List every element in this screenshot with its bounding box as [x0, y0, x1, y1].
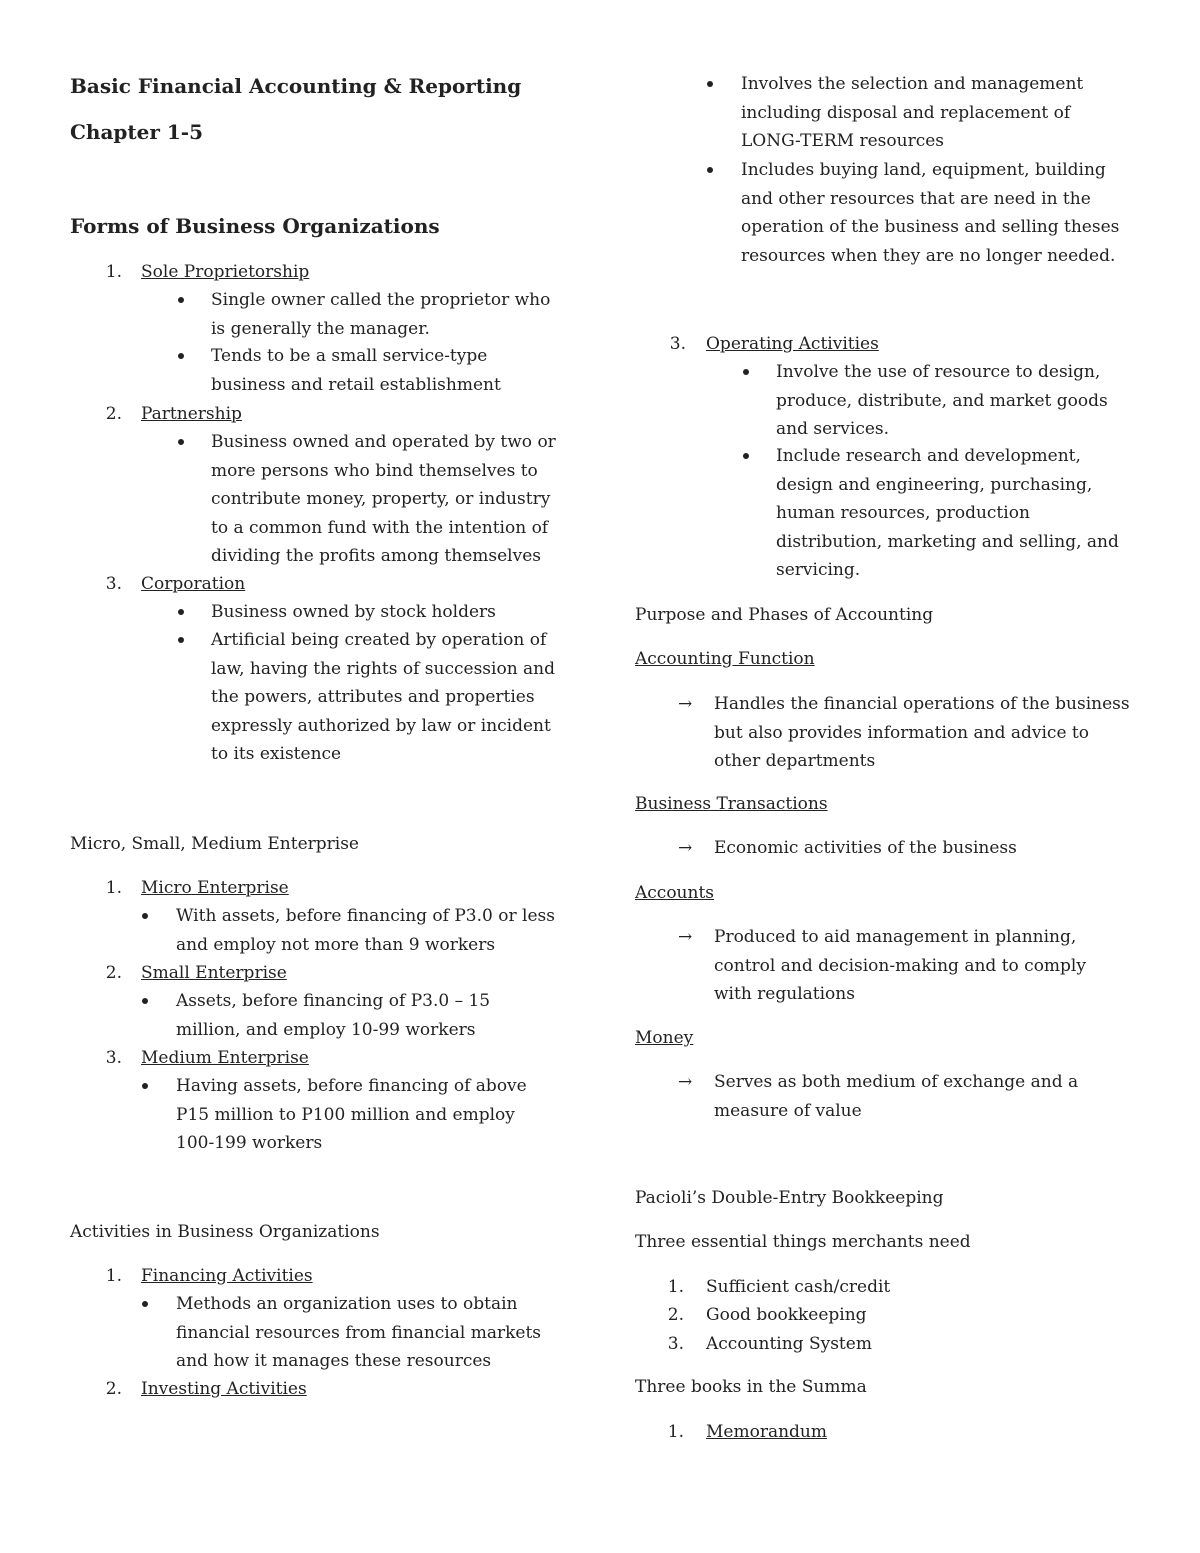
bullet-icon [142, 998, 148, 1004]
list-number: 3. [105, 574, 122, 594]
msme-heading: Micro, Small, Medium Enterprise [70, 834, 359, 854]
bullet-icon [707, 167, 713, 173]
list-item: Serves as both medium of exchange and a measure of value [714, 1072, 1079, 1121]
list-item: Accounting System [706, 1334, 872, 1354]
list-item: Business owned by stock holders [211, 602, 496, 622]
arrow-icon: → [678, 838, 693, 858]
small-enterprise-label: Small Enterprise [141, 963, 287, 983]
list-item: With assets, before financing of P3.0 or less and employ not more than 9 workers [176, 906, 555, 955]
document-title: Basic Financial Accounting & Reporting [70, 74, 522, 98]
corporation-label: Corporation [141, 574, 246, 594]
bullet-icon [178, 439, 184, 445]
list-item: Tends to be a small service-type business and retail establishment [211, 346, 501, 395]
list-number: 2. [105, 963, 122, 983]
list-item: Single owner called the proprietor who is generally the manager. [211, 290, 551, 339]
chapter-label: Chapter 1-5 [70, 120, 203, 144]
list-item: Includes buying land, equipment, building and other resources that are need in the operation of the business and selling theses resources when they are no longer needed. [741, 160, 1120, 266]
partnership-label: Partnership [141, 404, 242, 424]
activities-heading: Activities in Business Organizations [70, 1222, 380, 1242]
list-item: Business owned and operated by two or more persons who bind themselves to contribute money, property, or industry to a common fund with the intention of dividing the profits among themselves [211, 432, 556, 566]
micro-enterprise-label: Micro Enterprise [141, 878, 289, 898]
list-number: 3. [669, 334, 686, 354]
list-item: Handles the financial operations of the business but also provides information and advice to other departments [714, 694, 1130, 771]
list-number: 1. [667, 1277, 684, 1297]
list-item: Sufficient cash/credit [706, 1277, 891, 1297]
accounts-label: Accounts [635, 883, 715, 903]
medium-enterprise-label: Medium Enterprise [141, 1048, 309, 1068]
financing-activities-label: Financing Activities [141, 1266, 313, 1286]
list-number: 2. [105, 404, 122, 424]
accounting-function-label: Accounting Function [635, 649, 815, 669]
bullet-icon [743, 369, 749, 375]
list-number: 1. [105, 262, 122, 282]
list-number: 3. [667, 1334, 684, 1354]
bullet-icon [178, 353, 184, 359]
list-number: 2. [667, 1305, 684, 1325]
list-item: Artificial being created by operation of law, having the rights of succession and the powers, attributes and properties expressly authorized by law or incident to its existence [211, 630, 556, 764]
business-transactions-label: Business Transactions [635, 794, 828, 814]
list-item: Involves the selection and management including disposal and replacement of LONG-TERM resources [741, 74, 1084, 151]
bullet-icon [178, 609, 184, 615]
bullet-icon [178, 297, 184, 303]
list-item: Involve the use of resource to design, produce, distribute, and market goods and services. [776, 362, 1108, 439]
list-number: 1. [667, 1422, 684, 1442]
bullet-icon [743, 453, 749, 459]
books-heading: Three books in the Summa [635, 1377, 867, 1397]
list-item: Having assets, before financing of above P15 million to P100 million and employ 100-199 workers [176, 1076, 527, 1153]
pacioli-heading: Pacioli’s Double-Entry Bookkeeping [635, 1188, 944, 1208]
list-item: Methods an organization uses to obtain financial resources from financial markets and how it manages these resources [176, 1294, 542, 1371]
list-item: Good bookkeeping [706, 1305, 867, 1325]
arrow-icon: → [678, 694, 693, 714]
list-number: 1. [105, 1266, 122, 1286]
list-number: 2. [105, 1379, 122, 1399]
list-item: Produced to aid management in planning, control and decision-making and to comply with regulations [714, 927, 1086, 1004]
operating-activities-label: Operating Activities [706, 334, 879, 354]
bullet-icon [707, 81, 713, 87]
list-number: 3. [105, 1048, 122, 1068]
memorandum-label: Memorandum [706, 1422, 827, 1442]
arrow-icon: → [678, 927, 693, 947]
bullet-icon [178, 637, 184, 643]
needs-heading: Three essential things merchants need [635, 1232, 971, 1252]
bullet-icon [142, 1301, 148, 1307]
money-label: Money [635, 1028, 694, 1048]
sole-proprietorship-label: Sole Proprietorship [141, 262, 310, 282]
forms-heading: Forms of Business Organizations [70, 214, 440, 238]
investing-activities-label: Investing Activities [141, 1379, 307, 1399]
list-item: Economic activities of the business [714, 838, 1017, 858]
bullet-icon [142, 913, 148, 919]
list-item: Include research and development, design and engineering, purchasing, human resources, production distribution, marketing and selling, and servicing. [776, 446, 1119, 580]
arrow-icon: → [678, 1072, 693, 1092]
list-item: Assets, before financing of P3.0 – 15 million, and employ 10-99 workers [176, 991, 491, 1040]
purpose-heading: Purpose and Phases of Accounting [635, 605, 934, 625]
bullet-icon [142, 1083, 148, 1089]
list-number: 1. [105, 878, 122, 898]
